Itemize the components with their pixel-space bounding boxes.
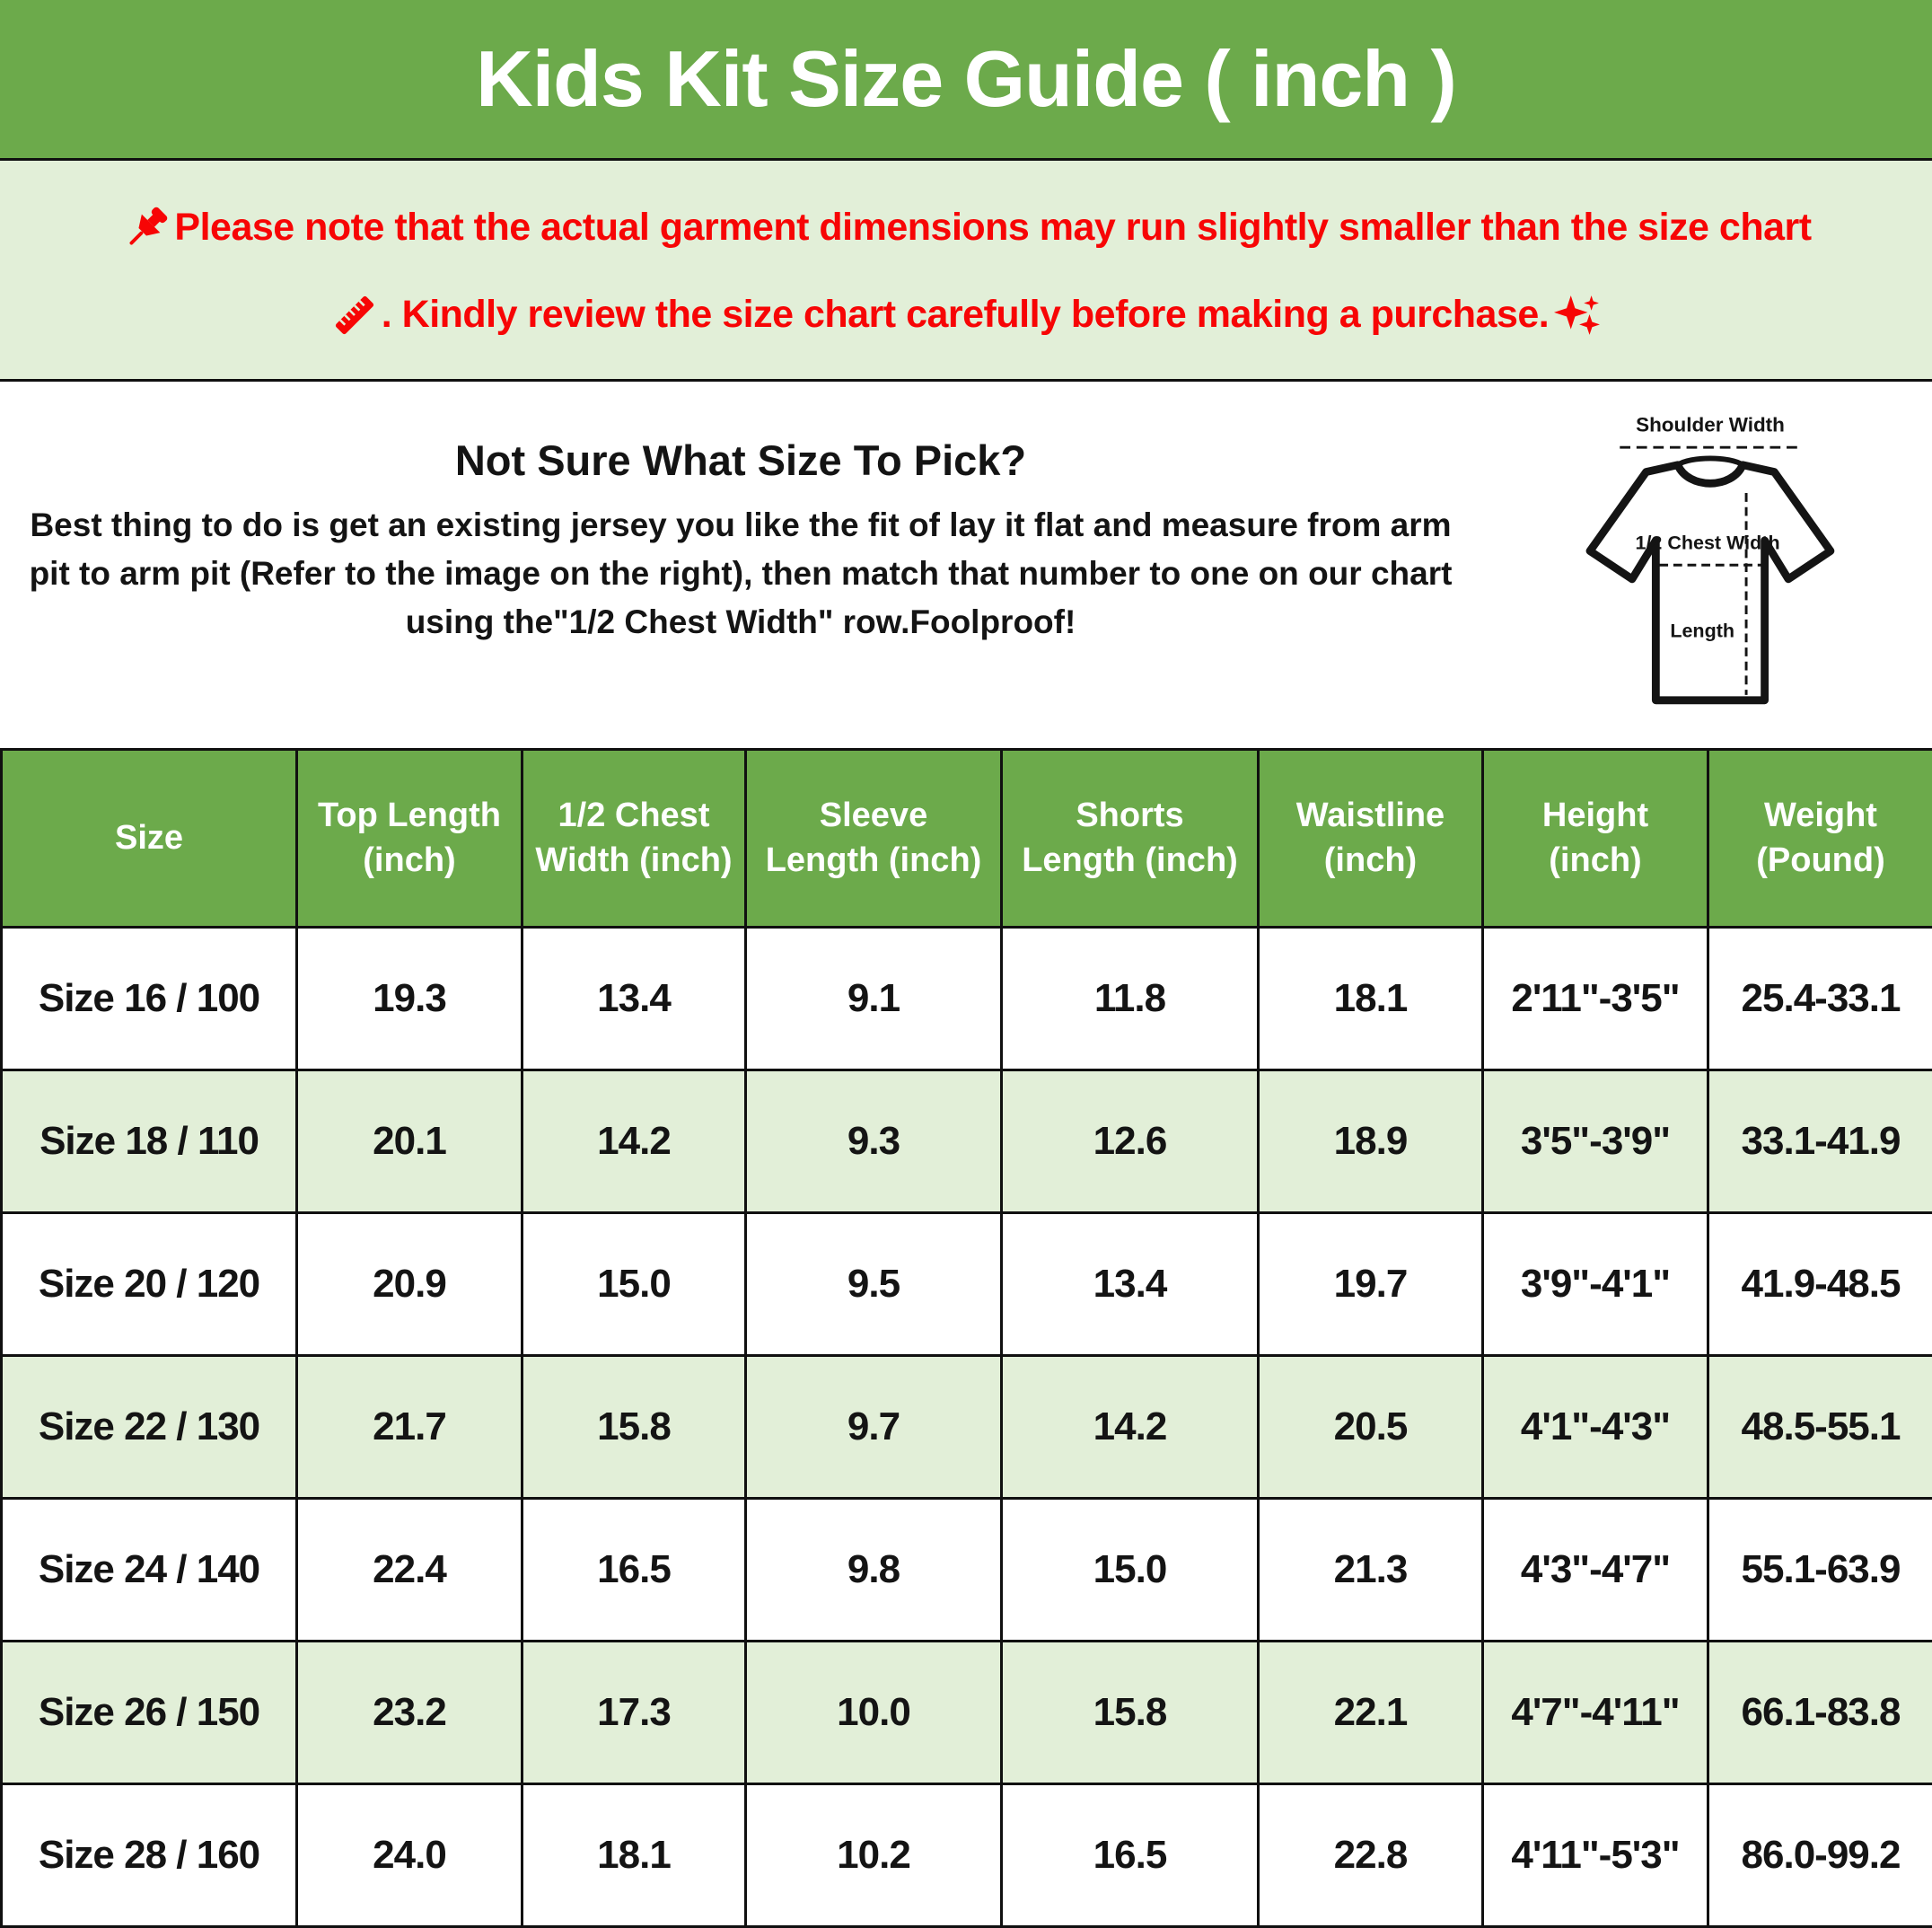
row-size-label: Size 26 / 150: [2, 1642, 297, 1784]
header-weight: Weight (Pound): [1708, 750, 1932, 928]
table-cell: 19.7: [1259, 1213, 1483, 1356]
table-header-row: [2, 750, 1932, 928]
table-cell: 2'11"-3'5": [1483, 928, 1708, 1070]
table-cell: 13.4: [1002, 1213, 1259, 1356]
table-cell: 22.1: [1259, 1642, 1483, 1784]
table-cell: 21.3: [1259, 1499, 1483, 1642]
table-cell: 33.1-41.9: [1708, 1070, 1932, 1213]
table-cell: 9.7: [746, 1356, 1002, 1499]
fit-guide-body-line: using the"1/2 Chest Width" row.Foolproof!: [405, 603, 1076, 640]
table-row: [2, 928, 1932, 1070]
row-size-label: Size 24 / 140: [2, 1499, 297, 1642]
table-cell: 23.2: [297, 1642, 523, 1784]
table-cell: 55.1-63.9: [1708, 1499, 1932, 1642]
notice-text-1: Please note that the actual garment dimensions may run slightly smaller than the size chart: [174, 206, 1812, 249]
fit-guide-heading: Not Sure What Size To Pick?: [454, 436, 1027, 484]
fit-guide-section: [0, 382, 1932, 748]
tshirt-outline: [1590, 465, 1831, 700]
table-cell: 20.5: [1259, 1356, 1483, 1499]
fit-guide-body-line: pit to arm pit (Refer to the image on the right), then match that number to one on our chart: [29, 555, 1453, 592]
table-cell: 18.9: [1259, 1070, 1483, 1213]
table-cell: 16.5: [1002, 1784, 1259, 1927]
header-shorts-length: Shorts Length (inch): [1002, 750, 1259, 928]
table-cell: 21.7: [297, 1356, 523, 1499]
row-size-label: Size 20 / 120: [2, 1213, 297, 1356]
table-cell: 9.3: [746, 1070, 1002, 1213]
shoulder-width-label: Shoulder Width: [1636, 413, 1785, 436]
table-cell: 18.1: [523, 1784, 746, 1927]
notice-text-2: . Kindly review the size chart carefully before making a purchase.: [381, 293, 1550, 336]
notice-line-1: [120, 202, 1811, 254]
table-cell: 10.0: [746, 1642, 1002, 1784]
sparkles-icon: [1554, 294, 1601, 337]
table-row: [2, 1356, 1932, 1499]
table-cell: 20.9: [297, 1213, 523, 1356]
table-cell: 20.1: [297, 1070, 523, 1213]
notice-line-2: [331, 292, 1601, 339]
page-title: Kids Kit Size Guide ( inch ): [476, 34, 1456, 123]
fit-guide-text: [0, 382, 1481, 647]
pushpin-icon: [120, 202, 172, 254]
row-size-label: Size 22 / 130: [2, 1356, 297, 1499]
table-cell: 14.2: [523, 1070, 746, 1213]
row-size-label: Size 16 / 100: [2, 928, 297, 1070]
table-cell: 15.8: [1002, 1642, 1259, 1784]
ruler-icon: [331, 292, 378, 339]
header-sleeve-length: Sleeve Length (inch): [746, 750, 1002, 928]
tshirt-collar: [1678, 458, 1743, 464]
table-cell: 16.5: [523, 1499, 746, 1642]
table-row: [2, 1642, 1932, 1784]
table-cell: 66.1-83.8: [1708, 1642, 1932, 1784]
table-cell: 17.3: [523, 1642, 746, 1784]
table-cell: 22.4: [297, 1499, 523, 1642]
table-cell: 9.5: [746, 1213, 1002, 1356]
table-cell: 13.4: [523, 928, 746, 1070]
table-cell: 14.2: [1002, 1356, 1259, 1499]
row-size-label: Size 18 / 110: [2, 1070, 297, 1213]
table-cell: 22.8: [1259, 1784, 1483, 1927]
table-cell: 12.6: [1002, 1070, 1259, 1213]
table-cell: 18.1: [1259, 928, 1483, 1070]
table-cell: 3'5"-3'9": [1483, 1070, 1708, 1213]
table-row: [2, 1499, 1932, 1642]
table-row: [2, 1784, 1932, 1927]
table-cell: 3'9"-4'1": [1483, 1213, 1708, 1356]
chest-width-label: 1/2 Chest Width: [1635, 532, 1780, 554]
header-waistline: Waistline (inch): [1259, 750, 1483, 928]
table-cell: 41.9-48.5: [1708, 1213, 1932, 1356]
table-cell: 86.0-99.2: [1708, 1784, 1932, 1927]
title-bar: [0, 0, 1932, 158]
tshirt-measure-diagram: [1551, 407, 1867, 741]
table-cell: 4'3"-4'7": [1483, 1499, 1708, 1642]
table-cell: 4'7"-4'11": [1483, 1642, 1708, 1784]
table-cell: 48.5-55.1: [1708, 1356, 1932, 1499]
table-row: [2, 1213, 1932, 1356]
row-size-label: Size 28 / 160: [2, 1784, 297, 1927]
table-cell: 9.1: [746, 928, 1002, 1070]
length-label: Length: [1670, 620, 1735, 642]
table-cell: 4'11"-5'3": [1483, 1784, 1708, 1927]
size-chart-table: [0, 748, 1932, 1928]
table-cell: 15.8: [523, 1356, 746, 1499]
header-chest-width: 1/2 Chest Width (inch): [523, 750, 746, 928]
table-cell: 11.8: [1002, 928, 1259, 1070]
table-cell: 15.0: [1002, 1499, 1259, 1642]
header-top-length: Top Length (inch): [297, 750, 523, 928]
header-size: Size: [2, 750, 297, 928]
table-cell: 25.4-33.1: [1708, 928, 1932, 1070]
table-cell: 4'1"-4'3": [1483, 1356, 1708, 1499]
table-cell: 10.2: [746, 1784, 1002, 1927]
fit-guide-body-line: Best thing to do is get an existing jersey you like the fit of lay it flat and measure from arm: [30, 506, 1452, 543]
notice-banner: [0, 158, 1932, 382]
header-height: Height (inch): [1483, 750, 1708, 928]
table-cell: 24.0: [297, 1784, 523, 1927]
table-cell: 9.8: [746, 1499, 1002, 1642]
table-row: [2, 1070, 1932, 1213]
table-cell: 19.3: [297, 928, 523, 1070]
table-cell: 15.0: [523, 1213, 746, 1356]
